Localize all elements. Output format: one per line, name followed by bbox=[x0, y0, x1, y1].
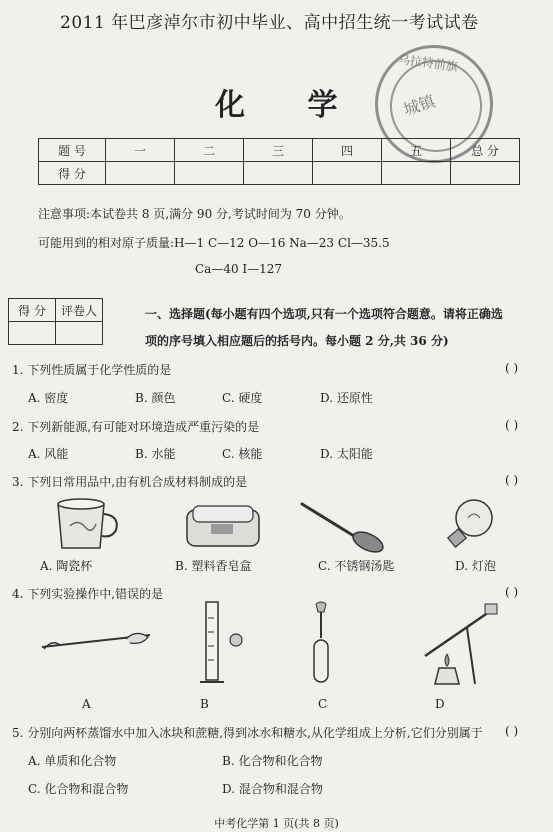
pipette-operation-illustration bbox=[38, 615, 158, 665]
question-2-stem: 2. 下列新能源,有可能对环境造成严重污染的是 bbox=[12, 420, 260, 434]
q1-option-c: C. 硬度 bbox=[222, 391, 263, 405]
grader-cell bbox=[56, 322, 103, 345]
score-table bbox=[38, 138, 520, 185]
q3-option-a: A. 陶瓷杯 bbox=[40, 559, 93, 573]
section-heading-line1: 一、选择题(每小题有四个选项,只有一个选项符合题意。请将正确选 bbox=[145, 307, 503, 321]
grader-name-label: 评卷人 bbox=[56, 299, 103, 322]
q2-option-d: D. 太阳能 bbox=[320, 447, 373, 461]
score-header-1: 一 bbox=[106, 139, 175, 162]
question-1-stem: 1. 下列性质属于化学性质的是 bbox=[12, 363, 172, 377]
score-header-3: 三 bbox=[244, 139, 313, 162]
q3-option-c: C. 不锈钢汤匙 bbox=[318, 559, 395, 573]
q1-option-b: B. 颜色 bbox=[135, 391, 176, 405]
answer-bracket-1: ( ) bbox=[505, 361, 519, 375]
score-cell bbox=[106, 162, 175, 185]
exam-notice: 注意事项:本试卷共 8 页,满分 90 分,考试时间为 70 分钟。 bbox=[38, 207, 351, 221]
score-header-2: 二 bbox=[175, 139, 244, 162]
answer-bracket-3: ( ) bbox=[505, 473, 519, 487]
q5-option-d: D. 混合物和混合物 bbox=[222, 782, 323, 796]
steel-spoon-illustration bbox=[298, 498, 388, 554]
score-header-5: 五 bbox=[382, 139, 451, 162]
stamp-core-text: 城镇 bbox=[401, 91, 438, 120]
score-cell bbox=[451, 162, 520, 185]
q4-option-d: D bbox=[435, 697, 445, 711]
grader-box bbox=[8, 298, 103, 345]
answer-bracket-4: ( ) bbox=[505, 585, 519, 599]
score-header-total: 总 分 bbox=[451, 139, 520, 162]
soap-box-illustration bbox=[183, 502, 263, 552]
q2-option-c: C. 核能 bbox=[222, 447, 263, 461]
question-5-stem: 5. 分别向两杯蒸馏水中加入冰块和蔗糖,得到冰水和糖水,从化学组成上分析,它们分别属于 bbox=[12, 726, 483, 740]
score-row-label: 得 分 bbox=[39, 162, 106, 185]
q2-option-a: A. 风能 bbox=[28, 447, 69, 461]
q4-option-c: C bbox=[318, 697, 328, 711]
question-4-stem: 4. 下列实验操作中,错误的是 bbox=[12, 587, 164, 601]
score-cell bbox=[175, 162, 244, 185]
section-heading-line2: 项的序号填入相应题后的括号内。每小题 2 分,共 36 分) bbox=[145, 334, 449, 348]
q5-option-c: C. 化合物和混合物 bbox=[28, 782, 129, 796]
subject-title: 化 学 bbox=[215, 88, 364, 123]
q1-option-a: A. 密度 bbox=[28, 391, 69, 405]
exam-title: 2011 年巴彦淖尔市初中毕业、高中招生统一考试试卷 bbox=[60, 13, 479, 33]
q3-option-d: D. 灯泡 bbox=[455, 559, 496, 573]
q5-option-b: B. 化合物和化合物 bbox=[222, 754, 323, 768]
answer-bracket-5: ( ) bbox=[505, 724, 519, 738]
q1-option-d: D. 还原性 bbox=[320, 391, 373, 405]
q2-option-b: B. 水能 bbox=[135, 447, 176, 461]
answer-bracket-2: ( ) bbox=[505, 418, 519, 432]
question-3-stem: 3. 下列日常用品中,由有机合成材料制成的是 bbox=[12, 475, 248, 489]
score-cell bbox=[244, 162, 313, 185]
score-header-4: 四 bbox=[313, 139, 382, 162]
heating-apparatus-illustration bbox=[415, 598, 505, 690]
score-header-label: 题 号 bbox=[39, 139, 106, 162]
q3-option-b: B. 塑料香皂盒 bbox=[175, 559, 252, 573]
atomic-masses-line1: 可能用到的相对原子质量:H—1 C—12 O—16 Na—23 Cl—35.5 bbox=[38, 236, 390, 250]
graduated-cylinder-illustration bbox=[196, 598, 251, 688]
q5-option-a: A. 单质和化合物 bbox=[28, 754, 117, 768]
q4-option-b: B bbox=[200, 697, 209, 711]
score-cell bbox=[313, 162, 382, 185]
stamp-ring-text: 乌拉特前旗 bbox=[397, 51, 459, 75]
grader-score-label: 得 分 bbox=[9, 299, 56, 322]
score-cell bbox=[382, 162, 451, 185]
atomic-masses-line2: Ca—40 I—127 bbox=[195, 262, 283, 276]
page-footer: 中考化学第 1 页(共 8 页) bbox=[214, 817, 339, 830]
grader-cell bbox=[9, 322, 56, 345]
light-bulb-illustration bbox=[440, 496, 500, 552]
ceramic-cup-illustration bbox=[50, 496, 125, 554]
test-tube-dropper-illustration bbox=[300, 600, 355, 690]
q4-option-a: A bbox=[82, 697, 91, 711]
